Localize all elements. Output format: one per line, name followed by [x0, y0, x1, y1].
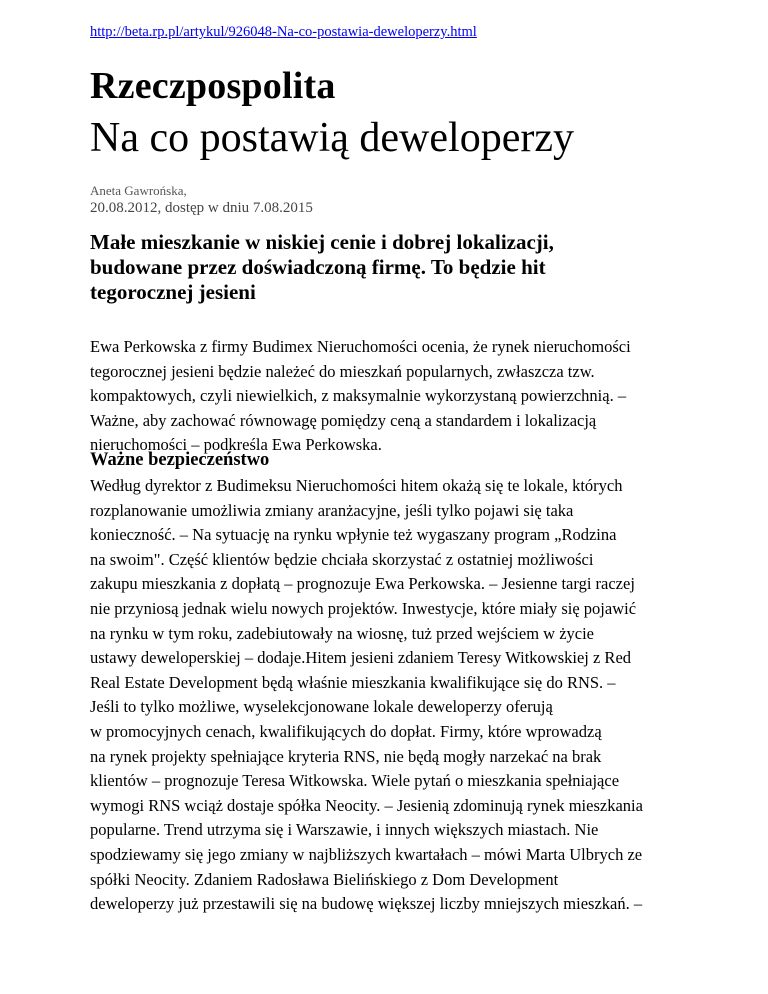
paragraph-line: ustawy deweloperskiej – dodaje.Hitem jesieni zdaniem Teresy Witkowskiej z Red [90, 648, 632, 668]
paragraph-line: popularne. Trend utrzyma się i Warszawie, i innych większych miastach. Nie [90, 820, 599, 840]
article-body-paragraph [90, 474, 710, 917]
paragraph-line: deweloperzy już przestawili się na budowę większej liczby mniejszych mieszkań. – [90, 894, 643, 914]
paragraph-line: wymogi RNS wciąż dostaje spółka Neocity. – Jesienią zdominują rynek mieszkania [90, 795, 643, 815]
paragraph-line: klientów – prognozuje Teresa Witkowska. Wiele pytań o mieszkania spełniające [90, 771, 620, 791]
lead-line: Małe mieszkanie w niskiej cenie i dobrej lokalizacji, [90, 230, 554, 254]
paragraph-line: kompaktowych, czyli niewielkich, z maksymalnie wykorzystaną powierzchnią. – [90, 386, 627, 406]
paragraph-line: spółki Neocity. Zdaniem Radosława Bielińskiego z Dom Development [90, 869, 559, 889]
paragraph-line: konieczność. – Na sytuację na rynku wpłynie też wygaszany program „Rodzina [90, 525, 617, 545]
paragraph-line: na swoim". Część klientów będzie chciała skorzystać z ostatniej możliwości [90, 549, 594, 569]
paragraph-line: rozplanowanie umożliwia zmiany aranżacyjne, jeśli tylko pojawi się taka [90, 500, 574, 520]
paragraph-line: Jeśli to tylko możliwe, wyselekcjonowane lokale deweloperzy oferują [90, 697, 553, 717]
paragraph-line: Real Estate Development będą właśnie mieszkania kwalifikujące się do RNS. – [90, 672, 616, 692]
paragraph-line: na rynku w tym roku, zadebiutowały na wiosnę, tuż przed wejściem w życie [90, 623, 595, 643]
publication-name: Rzeczpospolita [90, 65, 336, 107]
paragraph-line: Według dyrektor z Budimeksu Nieruchomości hitem okażą się te lokale, których [90, 476, 623, 495]
source-url-link[interactable]: http://beta.rp.pl/artykul/926048-Na-co-postawia-deweloperzy.html [90, 24, 477, 40]
paragraph-line: spodziewamy się jego zmiany w najbliższych kwartałach – mówi Marta Ulbrych ze [90, 844, 643, 864]
lead-line: budowane przez doświadczoną firmę. To będzie hit [90, 255, 546, 279]
article-title: Na co postawią deweloperzy [90, 115, 574, 161]
section-subheading: Ważne bezpieczeństwo [90, 450, 270, 470]
paragraph-line: zakupu mieszkania z dopłatą – prognozuje Ewa Perkowska. – Jesienne targi raczej [90, 574, 635, 594]
paragraph-line: Ewa Perkowska z firmy Budimex Nieruchomości ocenia, że rynek nieruchomości [90, 337, 631, 356]
paragraph-line: Ważne, aby zachować równowagę pomiędzy ceną a standardem i lokalizacją [90, 410, 597, 430]
lead-line: tegorocznej jesieni [90, 280, 256, 304]
article-intro-paragraph [90, 335, 710, 458]
article-lead [90, 230, 690, 305]
paragraph-line: na rynek projekty spełniające kryteria RNS, nie będą mogły narzekać na brak [90, 746, 602, 766]
paragraph-line: w promocyjnych cenach, kwalifikujących do dopłat. Firmy, które wprowadzą [90, 721, 602, 741]
paragraph-line: nie przyniosą jednak wielu nowych projektów. Inwestycje, które miały się pojawić [90, 598, 637, 618]
paragraph-line: nieruchomości – podkreśla Ewa Perkowska. [90, 435, 382, 455]
article-dates: 20.08.2012, dostęp w dniu 7.08.2015 [90, 200, 313, 216]
paragraph-line: tegorocznej jesieni będzie należeć do mieszkań popularnych, zwłaszcza tzw. [90, 361, 595, 381]
article-author: Aneta Gawrońska, [90, 183, 187, 198]
